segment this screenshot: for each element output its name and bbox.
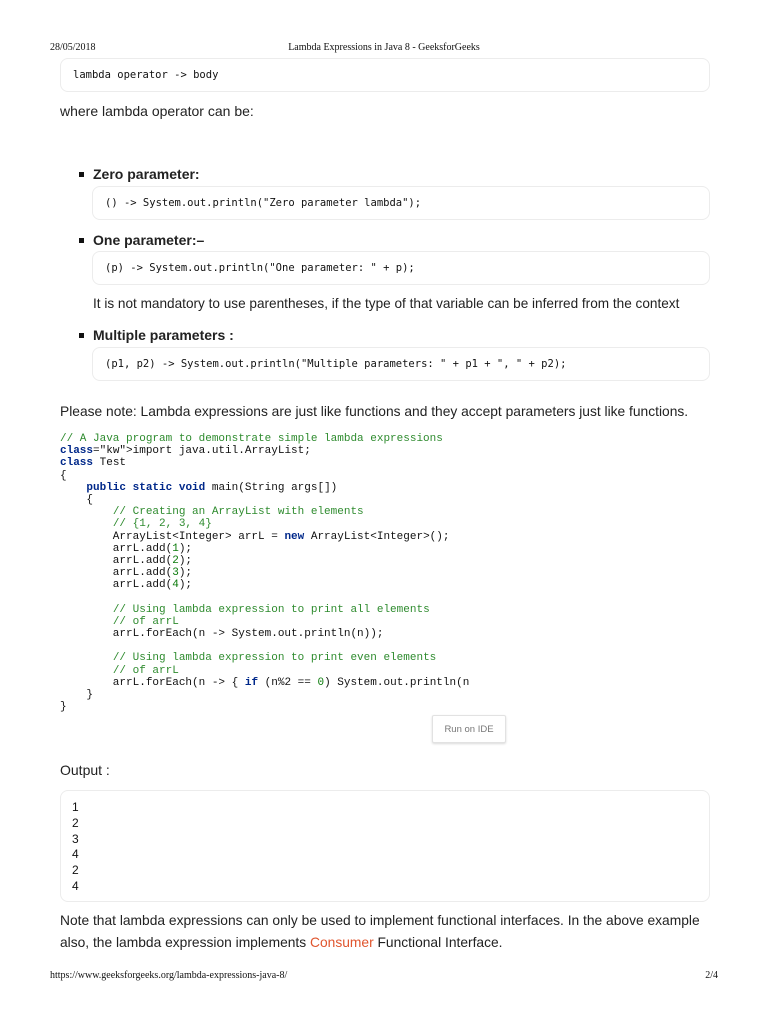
item-multi-code-box bbox=[92, 347, 710, 381]
code-line: ArrayList<Integer> arrL = new ArrayList<Integer>(); bbox=[60, 530, 450, 543]
bullet-icon bbox=[79, 333, 84, 338]
code-line: class="kw">import java.util.ArrayList; bbox=[60, 445, 311, 458]
item-one-label: One parameter:– bbox=[93, 232, 205, 248]
please-note-text: Please note: Lambda expressions are just like functions and they accept parameters just like functions. bbox=[60, 404, 689, 419]
item-one-note: It is not mandatory to use parentheses, if the type of that variable can be inferred from the context bbox=[93, 296, 680, 311]
print-footer bbox=[50, 970, 718, 984]
item-zero-code: () -> System.out.println("Zero parameter lambda"); bbox=[105, 197, 422, 209]
code-line: arrL.add(1); bbox=[60, 542, 193, 555]
code-line: } bbox=[60, 701, 67, 714]
output-line: 4 bbox=[72, 847, 79, 862]
code-line: // Using lambda expression to print all elements bbox=[112, 603, 430, 616]
closing-line-2 bbox=[60, 935, 503, 950]
code-line: // Using lambda expression to print even elements bbox=[112, 652, 437, 665]
output-line: 1 bbox=[72, 800, 79, 814]
output-box bbox=[60, 790, 710, 902]
closing-prefix: also, the lambda expression implements bbox=[60, 935, 311, 950]
consumer-link[interactable]: Consumer bbox=[310, 935, 374, 950]
where-text: where lambda operator can be: bbox=[60, 103, 254, 119]
output-line: 2 bbox=[72, 863, 79, 878]
run-on-ide-button[interactable]: Run on IDE bbox=[432, 715, 506, 743]
output-line: 2 bbox=[72, 815, 79, 830]
code-line bbox=[60, 591, 469, 603]
print-url: https://www.geeksforgeeks.org/lambda-expressions-java-8/ bbox=[50, 970, 288, 981]
code-line: // A Java program to demonstrate simple lambda expressions bbox=[60, 433, 443, 445]
code-line: // of arrL bbox=[112, 615, 179, 628]
item-zero-code-box bbox=[92, 186, 710, 220]
output-line: 4 bbox=[72, 878, 79, 893]
code-line: arrL.forEach(n -> { if (n%2 == 0) System.out.println(n bbox=[60, 676, 470, 689]
code-line: class Test bbox=[60, 457, 127, 470]
code-line: // of arrL bbox=[112, 664, 179, 677]
closing-line-1: Note that lambda expressions can only be used to implement functional interfaces. In the above example bbox=[60, 913, 700, 928]
syntax-code: lambda operator -> body bbox=[73, 69, 219, 81]
code-line: { bbox=[60, 469, 67, 482]
item-zero-label: Zero parameter: bbox=[93, 166, 200, 182]
item-one-code-box bbox=[92, 251, 710, 285]
code-line: arrL.forEach(n -> System.out.println(n)); bbox=[60, 628, 384, 640]
code-line: arrL.add(3); bbox=[60, 567, 193, 580]
print-header bbox=[50, 42, 718, 56]
code-line bbox=[60, 640, 469, 652]
code-line: // Creating an ArrayList with elements bbox=[112, 506, 364, 519]
print-page-number: 2/4 bbox=[705, 970, 718, 981]
closing-suffix: Functional Interface. bbox=[373, 935, 503, 950]
print-date: 28/05/2018 bbox=[50, 42, 96, 53]
code-line: } bbox=[60, 688, 94, 701]
item-multi-label: Multiple parameters : bbox=[93, 327, 234, 343]
code-line: arrL.add(4); bbox=[60, 579, 193, 592]
print-title: Lambda Expressions in Java 8 - GeeksforGeeks bbox=[288, 42, 480, 53]
output-label: Output : bbox=[60, 762, 110, 778]
program-code-block bbox=[60, 433, 469, 713]
code-line: public static void main(String args[]) bbox=[86, 481, 338, 494]
code-line: // {1, 2, 3, 4} bbox=[112, 518, 212, 531]
output-line: 3 bbox=[72, 831, 79, 846]
code-line: { bbox=[60, 493, 94, 506]
code-line: arrL.add(2); bbox=[60, 554, 193, 567]
bullet-icon bbox=[79, 238, 84, 243]
item-multi-code: (p1, p2) -> System.out.println("Multiple parameters: " + p1 + ", " + p2); bbox=[105, 358, 567, 370]
syntax-code-box bbox=[60, 58, 710, 92]
item-one-code: (p) -> System.out.println("One parameter: " + p); bbox=[105, 262, 415, 274]
bullet-icon bbox=[79, 172, 84, 177]
